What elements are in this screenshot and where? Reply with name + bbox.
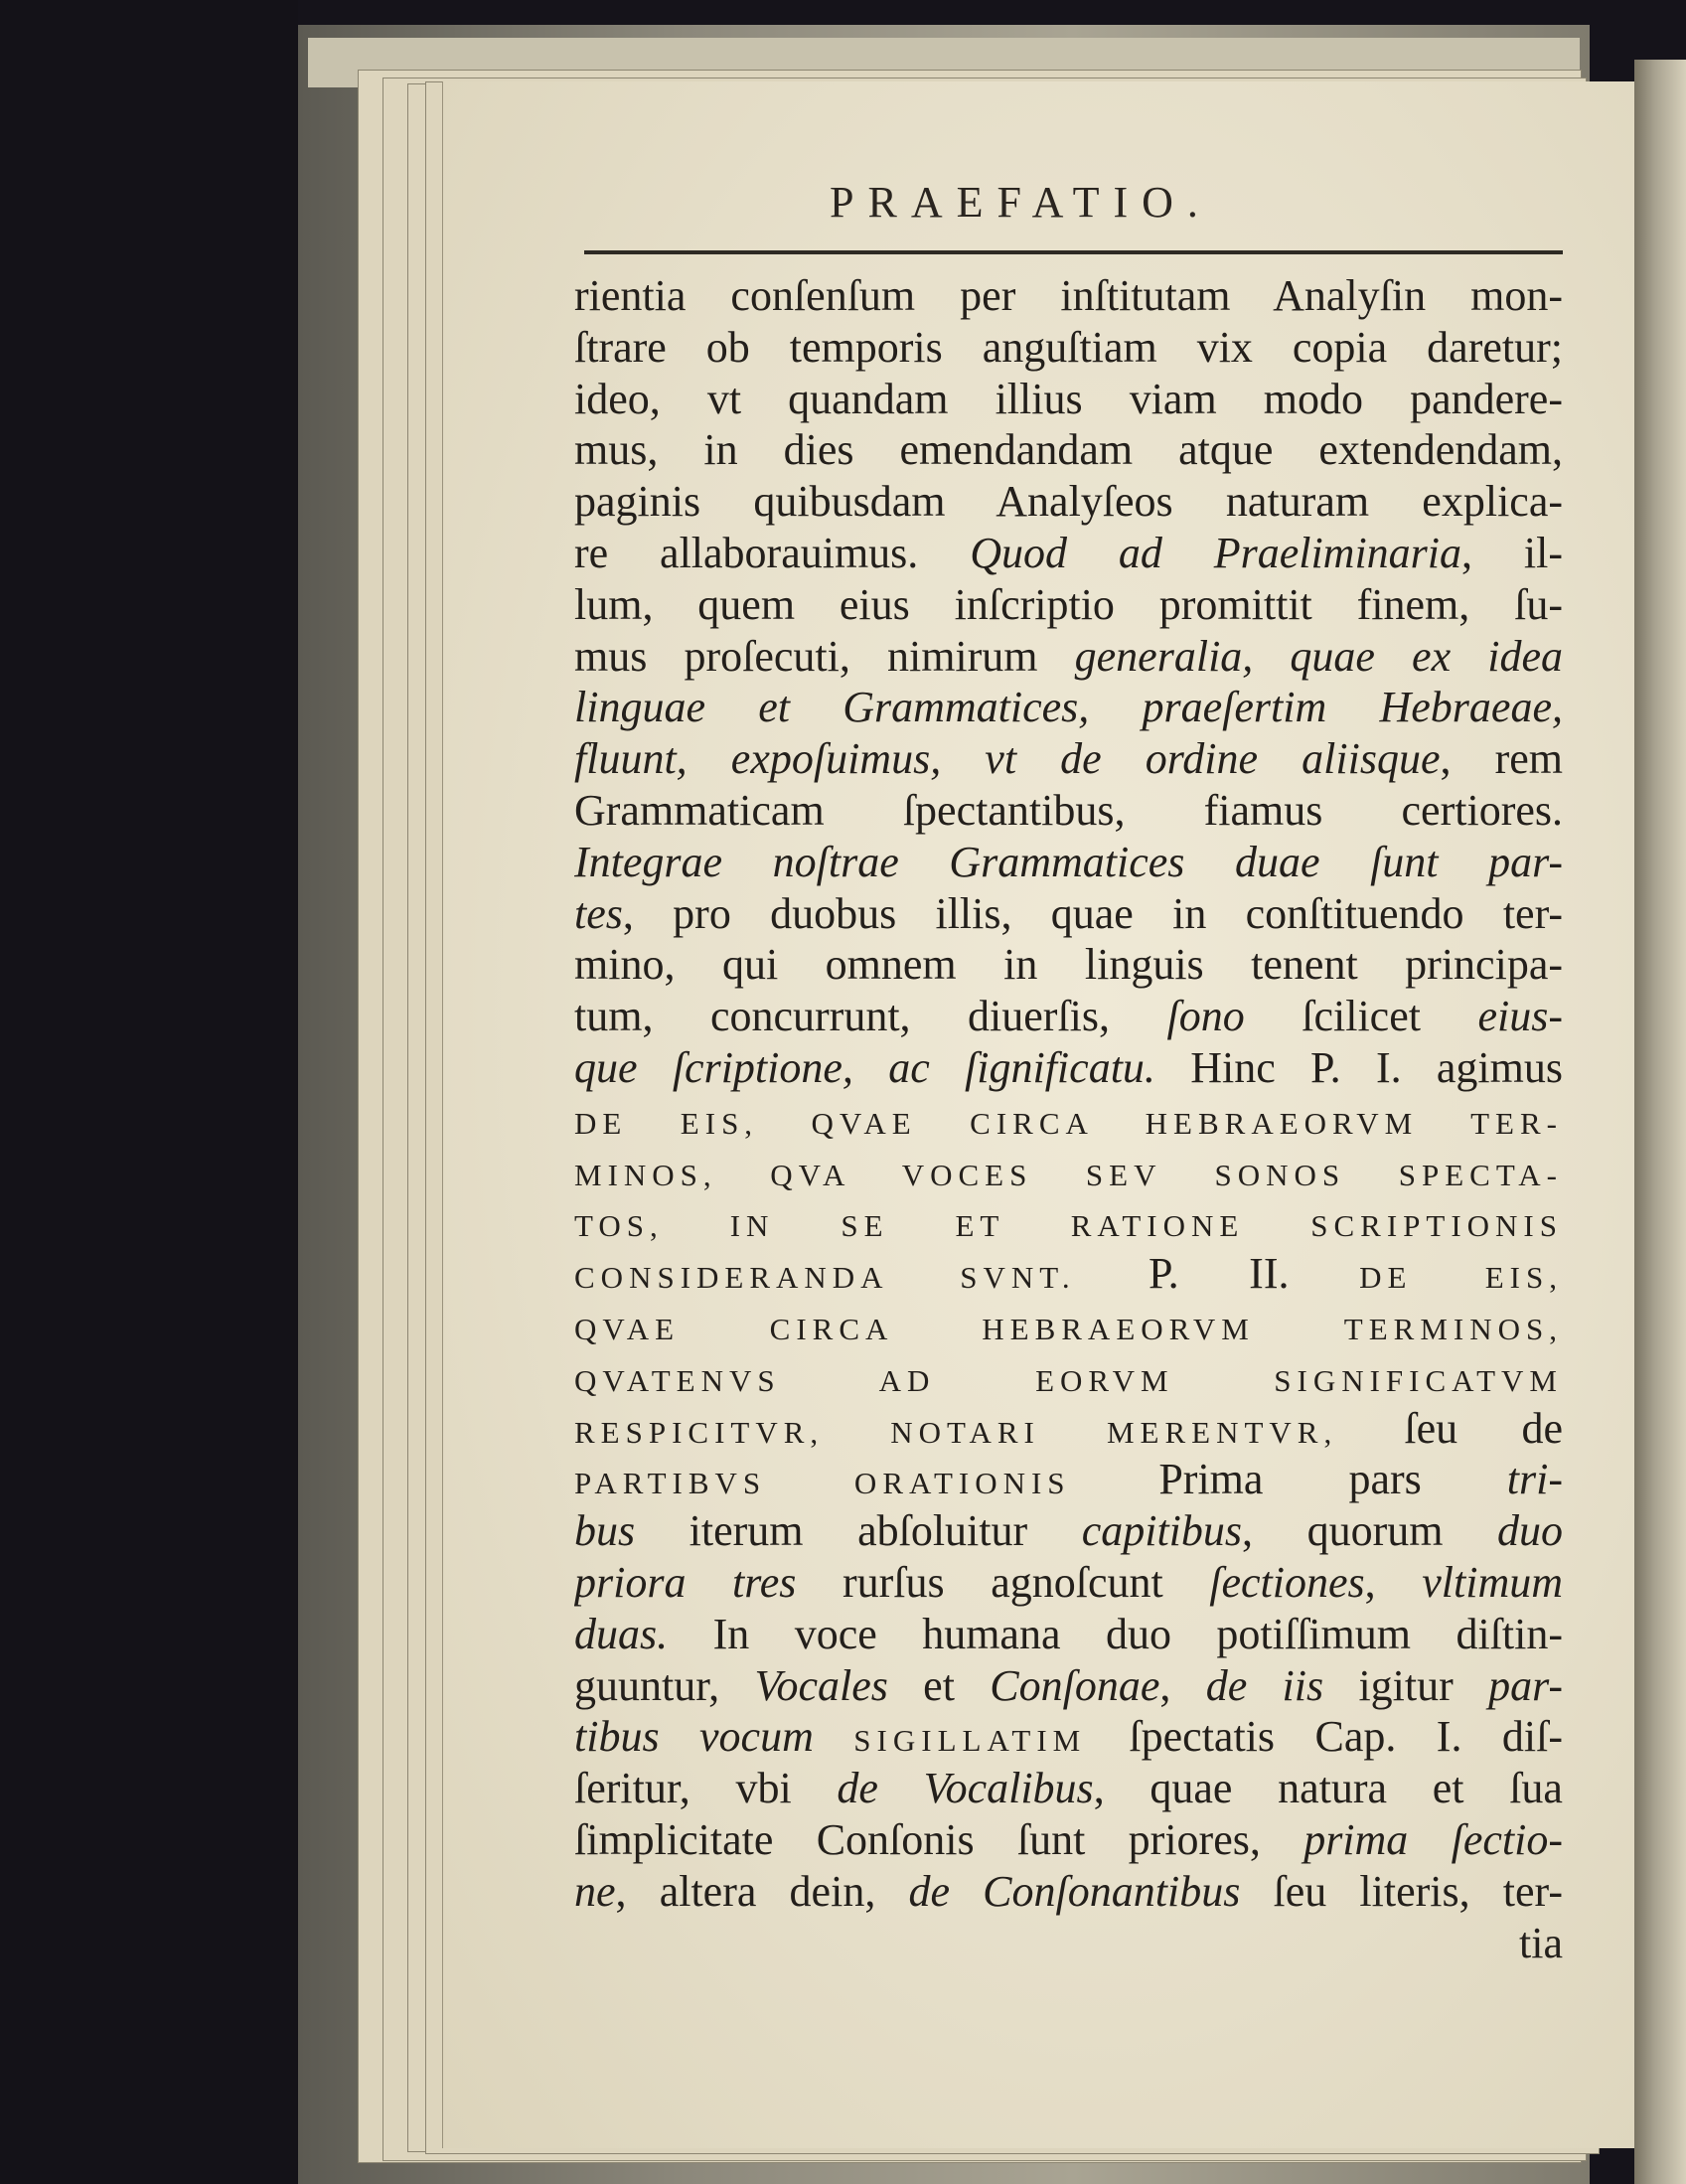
text-segment: capitibus <box>1081 1506 1243 1556</box>
text-segment: DE EIS, <box>1359 1260 1563 1296</box>
text-segment: , altera dein, <box>615 1866 909 1916</box>
text-line <box>574 1711 1563 1767</box>
text-line <box>574 579 1563 631</box>
text-segment: vltimum <box>1422 1558 1563 1607</box>
text-line <box>574 1609 1563 1660</box>
running-header: PRAEFATIO. <box>830 178 1212 227</box>
text-segment: ſeu de <box>1404 1403 1563 1453</box>
text-segment: iterum abſoluitur <box>635 1506 1082 1556</box>
text-segment: CONSIDERANDA SVNT. <box>574 1260 1149 1296</box>
text-line <box>574 1505 1563 1557</box>
text-segment: fluunt, expoſuimus, vt de ordine aliisque <box>574 734 1441 784</box>
text-segment: lum, quem eius inſcriptio promittit finem, ſu- <box>574 579 1563 629</box>
text-line <box>574 1094 1563 1150</box>
text-segment: par- <box>1488 1660 1563 1710</box>
text-segment: , <box>1159 1660 1206 1710</box>
text-segment: et <box>887 1660 991 1710</box>
text-line <box>574 528 1563 579</box>
text-segment: Integrae noſtrae Grammatices duae ſunt par- <box>574 837 1563 886</box>
text-segment: SIGILLATIM <box>853 1723 1130 1759</box>
text-segment: Prima pars <box>1158 1455 1507 1504</box>
text-segment: eius- <box>1477 992 1563 1041</box>
text-segment: rientia conſenſum per inſtitutam Analyſin mon- <box>574 271 1563 320</box>
text-line <box>574 785 1563 837</box>
text-line <box>574 476 1563 528</box>
text-line <box>574 1763 1563 1814</box>
text-line <box>574 733 1563 785</box>
text-line <box>574 631 1563 683</box>
text-line <box>574 1300 1563 1355</box>
text-segment: DE EIS, QVAE CIRCA HEBRAEORVM TER- <box>574 1105 1563 1141</box>
text-line <box>574 1660 1563 1712</box>
text-segment: prima ſectio- <box>1303 1815 1563 1864</box>
text-line <box>574 1866 1563 1918</box>
text-segment: PARTIBVS ORATIONIS <box>574 1466 1159 1501</box>
text-segment: duas. <box>574 1609 669 1658</box>
text-segment: ideo, vt quandam illius viam modo pandere- <box>574 374 1563 423</box>
text-segment: re allaborauimus. <box>574 529 971 577</box>
text-segment: RESPICITVR, NOTARI MERENTVR, <box>574 1414 1405 1450</box>
text-segment: TOS, IN SE ET RATIONE SCRIPTIONIS <box>574 1208 1563 1244</box>
text-line <box>574 1351 1563 1407</box>
text-line <box>574 1454 1563 1509</box>
text-segment: ſtrare ob temporis anguſtiam vix copia daretur; <box>574 322 1563 372</box>
text-segment: que ſcriptione, ac ſignificatu. <box>574 1043 1155 1092</box>
text-segment: , quae natura et ſua <box>1093 1764 1563 1813</box>
text-segment: guuntur, <box>574 1660 755 1710</box>
text-line <box>574 270 1563 322</box>
text-segment: tes <box>574 888 623 938</box>
text-segment: tia <box>1519 1918 1563 1967</box>
text-line <box>574 1146 1563 1201</box>
text-segment: rurſus agnoſcunt <box>796 1558 1210 1607</box>
text-segment: tri- <box>1506 1455 1563 1504</box>
text-line <box>574 991 1563 1042</box>
text-segment: ſeritur, vbi <box>574 1764 838 1813</box>
text-segment: paginis quibusdam Analyſeos naturam explica- <box>574 477 1563 527</box>
text-segment: ne <box>574 1866 616 1916</box>
text-line <box>574 374 1563 425</box>
text-line <box>574 1403 1563 1459</box>
text-segment: ſectiones <box>1209 1558 1365 1607</box>
text-segment: Hinc P. I. agimus <box>1154 1043 1563 1092</box>
text-segment: Conſonae <box>990 1660 1160 1710</box>
header-rule <box>584 250 1563 254</box>
text-segment: , il- <box>1461 529 1563 577</box>
text-line <box>574 682 1563 733</box>
text-segment: mino, qui omnem in linguis tenent principa- <box>574 940 1563 990</box>
text-segment: In voce humana duo potiſſimum diſtin- <box>668 1609 1563 1658</box>
next-page-gutter <box>1634 60 1686 2184</box>
text-segment: linguae et Grammatices, praeſertim Hebraeae, <box>574 683 1563 732</box>
text-line <box>574 322 1563 374</box>
text-segment: tum, concurrunt, diuerſis, <box>574 992 1167 1041</box>
text-line <box>574 1557 1563 1609</box>
text-line <box>574 1248 1563 1304</box>
text-segment: ſeu literis, ter- <box>1240 1866 1563 1916</box>
text-segment: QVAE CIRCA HEBRAEORVM TERMINOS, <box>574 1312 1563 1346</box>
text-line <box>574 837 1563 888</box>
text-segment: mus proſecuti, nimirum <box>574 631 1075 681</box>
text-segment: , rem <box>1440 734 1563 784</box>
text-segment: QVATENVS AD EORVM SIGNIFICATVM <box>574 1362 1563 1398</box>
text-line <box>574 888 1563 940</box>
text-segment: tibus vocum <box>574 1712 854 1762</box>
text-segment: , pro duobus illis, quae in conſtituendo ter- <box>622 888 1563 938</box>
text-segment: ſono <box>1166 992 1245 1041</box>
text-line <box>574 1042 1563 1094</box>
text-segment: ſpectatis Cap. I. diſ- <box>1129 1712 1563 1762</box>
text-line <box>574 1814 1563 1866</box>
text-line <box>574 1918 1563 1969</box>
text-segment: de Conſonantibus <box>908 1866 1241 1916</box>
text-segment: , <box>1364 1558 1423 1607</box>
text-segment: bus <box>574 1506 636 1556</box>
text-segment: Grammaticam ſpectantibus, fiamus certiores. <box>574 786 1563 835</box>
text-segment: MINOS, QVA VOCES SEV SONOS SPECTA- <box>574 1157 1563 1192</box>
text-segment: Vocales <box>754 1660 888 1710</box>
text-segment: ſcilicet <box>1244 992 1478 1041</box>
text-segment: de iis <box>1205 1660 1324 1710</box>
text-segment: duo <box>1497 1506 1563 1556</box>
text-line <box>574 424 1563 476</box>
text-segment: de Vocalibus <box>837 1764 1094 1813</box>
text-segment: , quorum <box>1242 1506 1497 1556</box>
text-segment: mus, in dies emendandam atque extendendam, <box>574 425 1563 475</box>
text-segment: P. II. <box>1148 1249 1360 1299</box>
text-segment: ſimplicitate Conſonis ſunt priores, <box>574 1815 1304 1864</box>
dark-background <box>0 0 298 2184</box>
text-segment: igitur <box>1323 1660 1489 1710</box>
text-segment: priora tres <box>574 1558 797 1607</box>
text-line <box>574 1196 1563 1252</box>
text-segment: generalia, quae ex idea <box>1074 631 1563 681</box>
text-segment: Quod ad Praeliminaria <box>970 529 1462 577</box>
text-line <box>574 939 1563 991</box>
